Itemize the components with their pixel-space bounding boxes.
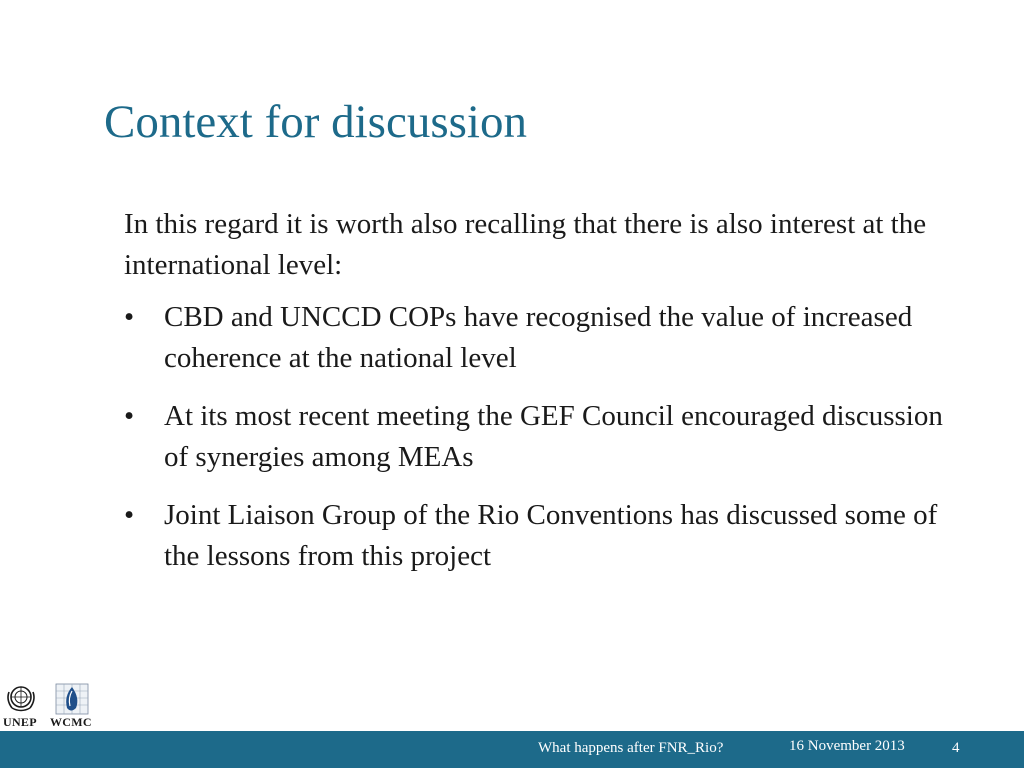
intro-paragraph: In this regard it is worth also recalling that there is also interest at the international level: <box>124 208 927 281</box>
bullet-text: At its most recent meeting the GEF Council encouraged discussion of synergies among MEAs <box>164 400 943 473</box>
bullet-item <box>124 297 964 379</box>
bullet-item <box>124 495 964 577</box>
organisation-logos <box>0 678 96 730</box>
bullet-list <box>124 297 964 577</box>
bullet-marker: • <box>124 301 135 333</box>
wcmc-emblem-icon <box>54 682 90 716</box>
bullet-marker: • <box>124 499 135 531</box>
slide-content <box>124 204 964 594</box>
bullet-text: Joint Liaison Group of the Rio Conventions has discussed some of the lessons from this project <box>164 499 938 572</box>
page-number: 4 <box>952 740 960 756</box>
footer-date: 16 November 2013 <box>789 738 905 754</box>
wcmc-logo-text: WCMC <box>50 715 92 729</box>
bullet-item <box>124 396 964 478</box>
unep-logo-text: UNEP <box>3 715 37 729</box>
bullet-text: CBD and UNCCD COPs have recognised the value of increased coherence at the national level <box>164 301 913 374</box>
slide-title: Context for discussion <box>104 96 527 148</box>
un-emblem-icon <box>4 682 38 716</box>
footer-title: What happens after FNR_Rio? <box>538 740 724 756</box>
bullet-marker: • <box>124 400 135 432</box>
